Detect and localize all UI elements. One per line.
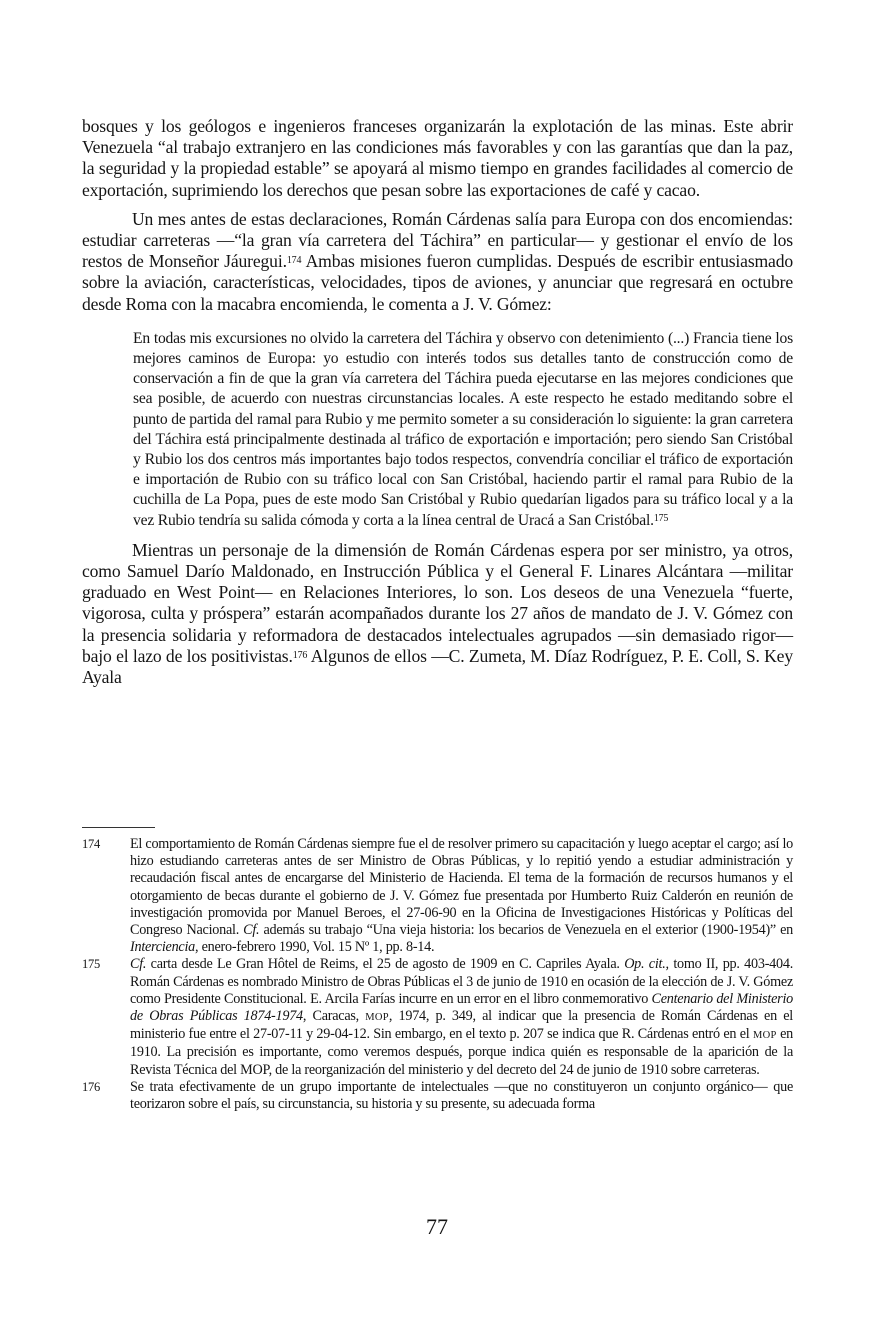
paragraph-3-text-b: Algunos de ellos —C. Zumeta, M. Díaz Rodríguez, P. E. Coll, S. Key Ayala — [82, 645, 793, 688]
block-quote-text: En todas mis excursiones no olvido la carretera del Táchira y observo con detenimiento (...) Francia tiene los mejores caminos de Europa: yo estudio con interés todos sus detalles tanto de construcción como de conservación a fin de que la gran vía carretera del Táchira pueda ejecutarse en las mejores condiciones que sea posible, de acuerdo con nuestras circunstancias locales. A este respecto he estado meditando sobre el punto de partida del ramal para Rubio y me permito someter a su consideración lo siguiente: la gran carretera del Táchira está principalmente destinada al tráfico de exportación e importación; pero siendo San Cristóbal y Rubio los dos centros más importantes bajo todos respectos, convendría conciliar el tráfico de exportación e importación de Rubio con su tráfico local con San Cristóbal, haciendo partir el ramal para Rubio de la cuchilla de La Popa, pues de este modo San Cristóbal y Rubio quedarían ligados para su tráfico local y a la vez Rubio tendría su salida cómoda y corta a la línea central de Uracá a San Cristóbal. — [133, 329, 793, 529]
footnote-text-part: en 1910. La precisión es importante, como veremos después, porque indica quién es responsable de la aparición de la Revista Técnica del MOP, de la reorganización del ministerio y del decreto del 24 de junio de 1910 sobre carreteras. — [130, 1026, 793, 1078]
footnote-journal-title: Interciencia — [130, 939, 196, 956]
footnote-cf: Cf. — [243, 922, 260, 939]
paragraph-1: bosques y los geólogos e ingenieros franceses organizarán la explotación de las minas. Este abrir Venezuela “al trabajo extranjero en las condiciones más favorables y con las garantías que dan la paz, la seguridad y la propiedad estable” se apoyará al mismo tiempo en grandes facilidades al comercio de exportación, suprimiendo los derechos que pesan sobre las exportaciones de café y cacao. — [82, 116, 793, 200]
footnote-number: 175 — [82, 957, 100, 972]
main-text — [82, 116, 793, 688]
paragraph-3 — [82, 540, 793, 688]
footnote-text-part: carta desde Le Gran Hôtel de Reims, el 25 de agosto de 1909 en C. Capriles Ayala. — [146, 956, 625, 973]
page-number: 77 — [426, 1214, 448, 1239]
footnote-ref-175[interactable]: 175 — [653, 512, 669, 524]
footnote-text — [130, 956, 793, 1078]
footnote-cf: Cf. — [130, 956, 147, 973]
footnote-acronym: MOP — [752, 1030, 777, 1042]
footnote-text-part: además su trabajo “Una vieja historia: los becarios de Venezuela en el exterior (1900-1954)” en — [259, 922, 793, 939]
paragraph-2 — [82, 209, 793, 315]
footnote-text — [130, 836, 793, 956]
footnote-text-part: , 1974, p. 349, al indicar que la presencia de Román Cárdenas en el ministerio fue entre el 27-07-11 y 29-04-12. Sin embargo, en el texto p. 207 se indica que R. Cárdenas entró en el — [130, 1008, 793, 1043]
footnote-ref-174[interactable]: 174 — [286, 255, 302, 267]
footnote-op-cit: Op. cit., — [624, 956, 669, 973]
footnote-text-part: , enero-febrero 1990, Vol. 15 Nº 1, pp. 8-14. — [195, 939, 435, 956]
paragraph-2-text-b: Ambas misiones fueron cumplidas. Después de escribir entusiasmado sobre la aviación, características, velocidades, tipos de aviones, y anunciar que regresará en octubre desde Roma con la macabra encomienda, le comenta a J. V. Gómez: — [82, 251, 794, 314]
paragraph-3-text-a: Mientras un personaje de la dimensión de Román Cárdenas espera por ser ministro, ya otros, como Samuel Darío Maldonado, en Instrucción Pública y el General F. Linares Alcántara —militar graduado en West Point— en Relaciones Interiores, lo son. Los deseos de una Venezuela “fuerte, vigorosa, culta y próspera” estarán acompañados durante los 27 años de mandato de J. V. Gómez con la presencia solidaria y reformadora de destacados intelectuales agrupados —sin demasiado rigor— bajo el lazo de los positivistas. — [82, 539, 793, 666]
footnotes — [82, 836, 793, 1113]
footnote-ref-176[interactable]: 176 — [292, 649, 308, 661]
footnote-book-title: Centenario del Ministerio de Obras Públicas 1874-1974 — [130, 990, 793, 1025]
paragraph-2-text-a: Un mes antes de estas declaraciones, Román Cárdenas salía para Europa con dos encomiendas: estudiar carreteras —“la gran vía carretera del Táchira” en particular— y gestionar el envío de los restos de Monseñor Jáuregui. — [82, 208, 793, 272]
footnote-divider — [82, 827, 155, 828]
footnote-number: 174 — [82, 837, 100, 851]
block-quote — [133, 329, 793, 531]
footnote-number: 176 — [82, 1079, 100, 1094]
footnote-176 — [82, 1079, 793, 1113]
footnote-175 — [82, 956, 793, 1078]
footnote-text-part: tomo II, pp. 403-404. Román Cárdenas es nombrado Ministro de Obras Públicas el 3 de junio de 1910 en ocasión de la elección de J. V. Gómez como Presidente Constitucional. E. Arcila Farías incurre en un error en el libro conmemorativo — [130, 956, 794, 1007]
footnote-text-part: , Caracas, — [302, 1008, 366, 1025]
footnote-text-part: El comportamiento de Román Cárdenas siempre fue el de resolver primero su capacitación y luego aceptar el cargo; así lo hizo estudiando carreteras antes de ser Ministro de Obras Públicas, y lo repitió yendo a estudiar administración y recaudación fiscal antes de encargarse del Ministerio de Hacienda. El tema de la formación de recursos humanos y el otorgamiento de becas durante el gobierno de J. V. Gómez fue presentada por Humberto Ruiz Calderón en reunión de investigación promovida por Manuel Beroes, el 27-06-90 en la Oficina de Investigaciones Históricas y Políticas del Congreso Nacional. — [130, 836, 793, 939]
footnote-acronym: MOP — [365, 1012, 389, 1024]
footnote-174 — [82, 836, 793, 956]
footnote-text: Se trata efectivamente de un grupo importante de intelectuales —que no constituyeron un conjunto orgánico— que teorizaron sobre el país, su circunstancia, su historia y su presente, su adecuada forma — [130, 1078, 793, 1113]
